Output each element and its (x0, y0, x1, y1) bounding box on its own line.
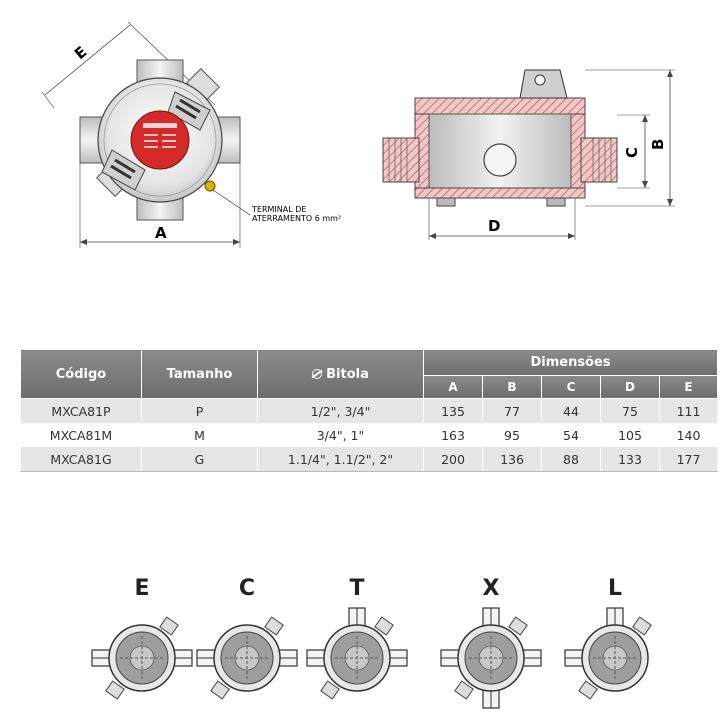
table-row (21, 423, 718, 447)
table-row (21, 447, 718, 472)
top-view-drawing (40, 20, 360, 250)
variant-icon-x (441, 608, 541, 708)
cell-dim-d: 133 (601, 447, 660, 472)
variant-letter-x: X (482, 576, 500, 601)
terminal-label-2: ATERRAMENTO 6 mm² (252, 214, 342, 223)
cell-dim-e: 177 (660, 447, 718, 472)
dim-b-label: B (649, 138, 667, 150)
cell-codigo: MXCA81P (21, 399, 142, 424)
cell-codigo: MXCA81G (21, 447, 142, 472)
cell-dim-c: 88 (542, 447, 601, 472)
header-dim-a: A (424, 375, 483, 398)
cell-dim-b: 77 (483, 399, 542, 424)
cell-codigo: MXCA81M (21, 423, 142, 447)
header-tamanho: Tamanho (142, 350, 258, 399)
variant-icon-t (307, 608, 407, 699)
header-bitola-label: Bitola (326, 366, 369, 382)
variant-letter-c: C (238, 576, 256, 601)
dim-d-label: D (488, 217, 501, 235)
cell-dim-d: 105 (601, 423, 660, 447)
side-view-drawing (375, 60, 685, 250)
header-dimensoes: Dimensões (424, 350, 718, 376)
cell-dim-d: 75 (601, 399, 660, 424)
header-dim-c: C (542, 375, 601, 398)
cell-dim-e: 111 (660, 399, 718, 424)
cell-bitola: 3/4", 1" (258, 423, 424, 447)
diameter-icon (312, 369, 322, 379)
variant-icon-l (565, 608, 651, 699)
cell-dim-a: 200 (424, 447, 483, 472)
terminal-label-1: TERMINAL DE (252, 205, 307, 214)
header-codigo: Código (21, 350, 142, 399)
dim-c-label: C (623, 146, 641, 158)
table-row (21, 399, 718, 424)
cell-bitola: 1/2", 3/4" (258, 399, 424, 424)
cell-bitola: 1.1/4", 1.1/2", 2" (258, 447, 424, 472)
cell-dim-a: 135 (424, 399, 483, 424)
cell-tamanho: M (142, 423, 258, 447)
header-dim-e: E (660, 375, 718, 398)
header-dim-b: B (483, 375, 542, 398)
dim-a-label: A (155, 224, 167, 242)
cell-dim-b: 136 (483, 447, 542, 472)
dim-e-label: E (71, 42, 91, 64)
variant-icon-c (197, 617, 297, 699)
header-bitola (258, 350, 424, 399)
cell-dim-c: 54 (542, 423, 601, 447)
cell-dim-e: 140 (660, 423, 718, 447)
variant-letter-l: L (607, 576, 623, 601)
variant-icons (0, 600, 722, 718)
cell-dim-a: 163 (424, 423, 483, 447)
cell-tamanho: G (142, 447, 258, 472)
variant-letter-e: E (134, 576, 150, 601)
cell-dim-b: 95 (483, 423, 542, 447)
variant-letter-t: T (349, 576, 365, 601)
header-dim-d: D (601, 375, 660, 398)
cell-tamanho: P (142, 399, 258, 424)
spec-table (20, 349, 718, 472)
cell-dim-c: 44 (542, 399, 601, 424)
variant-icon-e (92, 617, 192, 699)
